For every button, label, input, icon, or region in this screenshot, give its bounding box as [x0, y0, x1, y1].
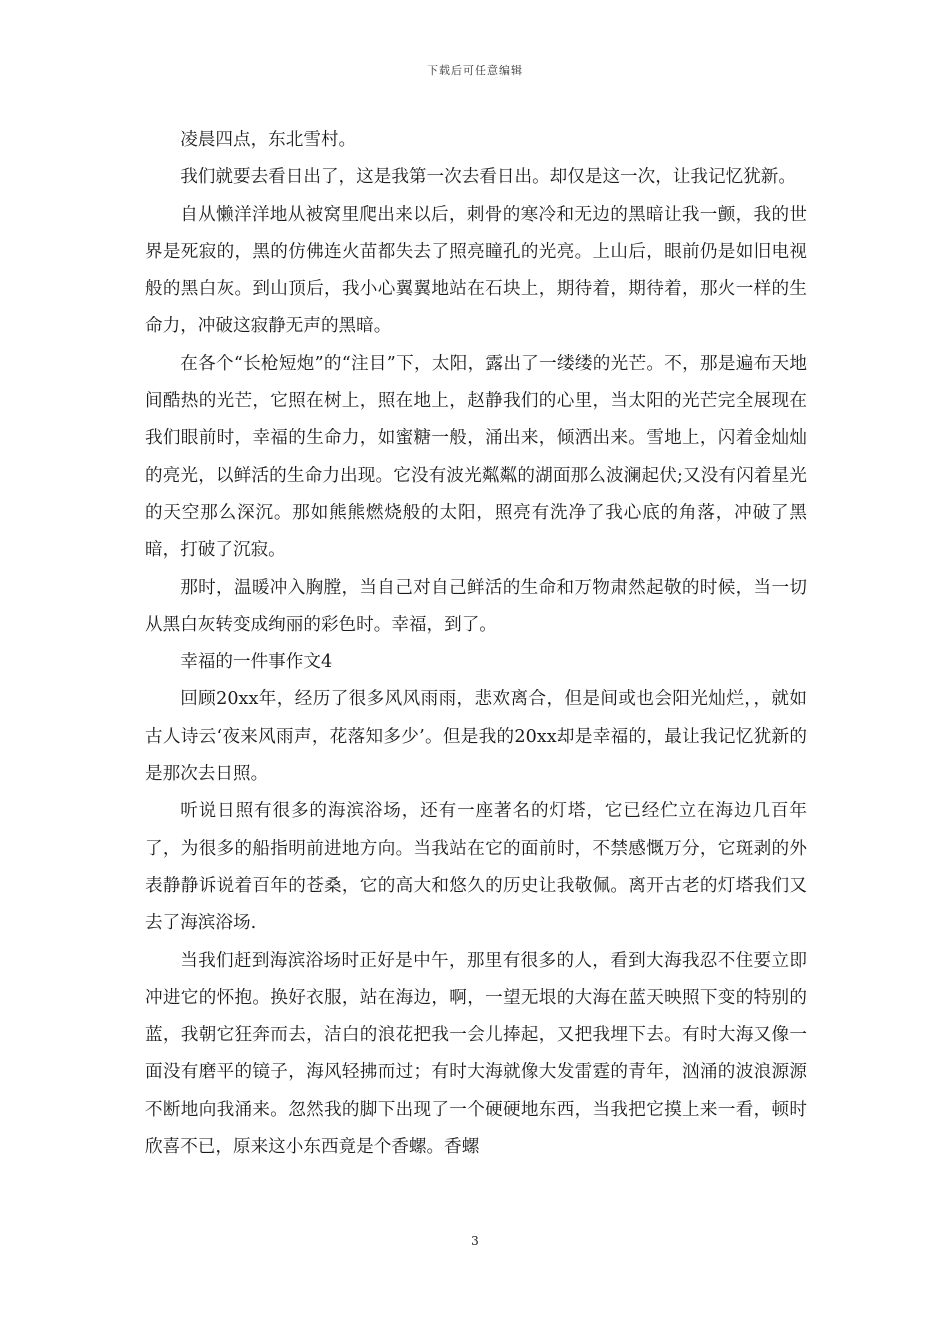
paragraph: 听说日照有很多的海滨浴场，还有一座著名的灯塔，它已经伫立在海边几百年了，为很多的船指明前进地方向。当我站在它的面前时，不禁感慨万分，它斑剥的外表静静诉说着百年的苍桑，它的高大和悠久的历史让我敬佩。离开古老的灯塔我们又去了海滨浴场.	[145, 801, 807, 934]
paragraph: 那时，温暖冲入胸膛，当自己对自己鲜活的生命和万物肃然起敬的时候，当一切从黑白灰转变成绚丽的彩色时。幸福，到了。	[145, 577, 807, 635]
paragraph: 回顾20xx年，经历了很多风风雨雨，悲欢离合，但是间或也会阳光灿烂，，就如古人诗云‘夜来风雨声，花落知多少’。但是我的20xx却是幸福的，最让我记忆犹新的是那次去日照。	[145, 689, 807, 785]
document-body	[145, 122, 807, 1166]
paragraph: 我们就要去看日出了，这是我第一次去看日出。却仅是这一次，让我记忆犹新。	[180, 167, 796, 188]
paragraph: 在各个“长枪短炮”的“注目”下，太阳，露出了一缕缕的光芒。不，那是遍布天地间酷热的光芒，它照在树上，照在地上，赵静我们的心里，当太阳的光芒完全展现在我们眼前时，幸福的生命力，如蜜糖一般，涌出来，倾洒出来。雪地上，闪着金灿灿的亮光，以鲜活的生命力出现。它没有波光粼粼的湖面那么波澜起伏;又没有闪着星光的天空那么深沉。那如熊熊燃烧般的太阳，照亮有洗净了我心底的角落，冲破了黑暗，打破了沉寂。	[145, 353, 807, 561]
paragraph: 当我们赶到海滨浴场时正好是中午，那里有很多的人，看到大海我忍不住要立即冲进它的怀抱。换好衣服，站在海边，啊，一望无垠的大海在蓝天映照下变的特别的蓝，我朝它狂奔而去，洁白的浪花把我一会儿捧起，又把我埋下去。有时大海又像一面没有磨平的镜子，海风轻拂而过；有时大海就像大发雷霆的青年，汹涌的波浪源源不断地向我涌来。忽然我的脚下出现了一个硬硬地东西，当我把它摸上来一看，顿时欣喜不已，原来这小东西竟是个香螺。香螺	[145, 950, 807, 1158]
paragraph: 凌晨四点，东北雪村。	[180, 130, 357, 150]
paragraph: 自从懒洋洋地从被窝里爬出来以后，刺骨的寒冷和无边的黑暗让我一颤，我的世界是死寂的，黑的仿佛连火苗都失去了照亮瞳孔的光亮。上山后，眼前仍是如旧电视般的黑白灰。到山顶后，我小心翼翼地站在石块上，期待着，期待着，那火一样的生命力，冲破这寂静无声的黑暗。	[145, 204, 807, 337]
page-number: 3	[471, 1234, 479, 1248]
page-header-note: 下载后可任意编辑	[427, 64, 523, 77]
section-title: 幸福的一件事作文4	[180, 652, 333, 673]
